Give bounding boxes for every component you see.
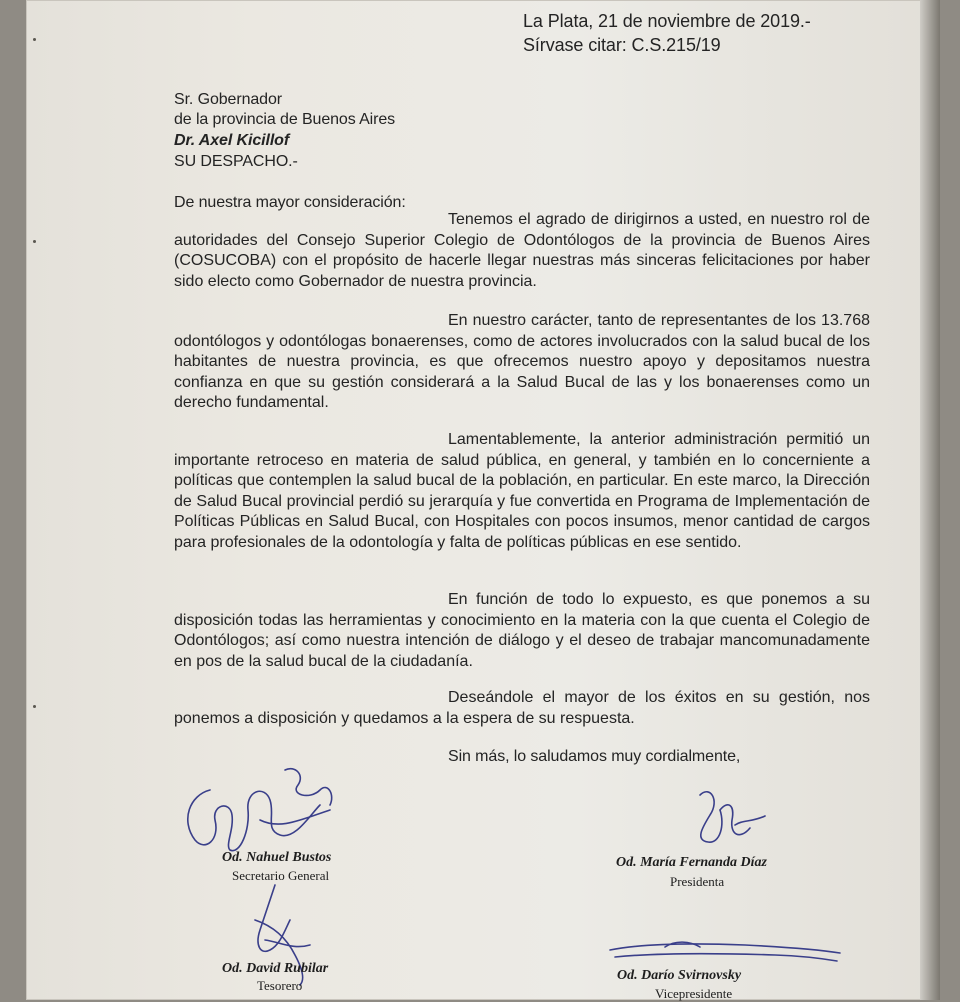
- recipient-title: Sr. Gobernador: [174, 91, 282, 108]
- signatory-role: Tesorero: [257, 978, 303, 993]
- signature-diaz: [680, 780, 770, 860]
- paragraph-previous-administration: Lamentablemente, la anterior administración permitió un importante retroceso en materia de salud pública, en general, y también en lo concerniente a políticas que contemplen la salud bucal de la población, en particular. En este marco, la Dirección de Salud Bucal provincial perdió su jerarquía y fue convertida en Programa de Implementación de Políticas Públicas en Salud Bucal, con Hospitales con pocos insumos, menor cantidad de cargos para profesionales de la odontología y falta de políticas públicas en ese sentido.: [174, 431, 870, 551]
- recipient-name: Dr. Axel Kicillof: [174, 132, 290, 149]
- closing-line: Sin más, lo saludamos muy cordialmente,: [448, 748, 741, 765]
- page-edge-shadow: [920, 0, 940, 1000]
- signatory-name: Od. David Rubilar: [222, 961, 329, 976]
- paragraph-representation: En nuestro carácter, tanto de representantes de los 13.768 odontólogos y odontólogas bonaerenses, como de actores involucrados con la salud bucal de los habitantes de nuestra provincia, es que ofrecemos nuestro apoyo y depositamos nuestra confianza en que su gestión considerará a la Salud Bucal de las y los bonaerenses como un derecho fundamental.: [174, 312, 870, 411]
- reference-number: Sírvase citar: C.S.215/19: [523, 35, 721, 55]
- paragraph-congratulations: Tenemos el agrado de dirigirnos a usted, en nuestro rol de autoridades del Consejo Superior Colegio de Odontólogos de la provincia de Buenos Aires (COSUCOBA) con el propósito de hacerle llegar nuestras más sinceras felicitaciones por haber sido electo como Gobernador de nuestra provincia.: [174, 211, 870, 290]
- recipient-province: de la provincia de Buenos Aires: [174, 111, 396, 128]
- recipient-office: SU DESPACHO.-: [174, 153, 298, 170]
- paragraph-wishes: Deseándole el mayor de los éxitos en su gestión, nos ponemos a disposición y quedamos a la espera de su respuesta.: [174, 689, 870, 727]
- signatory-role: Presidenta: [670, 874, 725, 889]
- signatory-name: Od. Darío Svirnovsky: [617, 968, 742, 983]
- signatory-name: Od. Nahuel Bustos: [222, 850, 332, 865]
- signatory-name: Od. María Fernanda Díaz: [616, 855, 767, 870]
- binder-hole-mark: [33, 705, 36, 708]
- signatory-role: Secretario General: [232, 868, 330, 883]
- signatory-role: Vicepresidente: [655, 986, 733, 1001]
- paragraph-offer: En función de todo lo expuesto, es que ponemos a su disposición todas las herramientas y conocimiento en la materia con la que cuenta el Colegio de Odontólogos; así como nuestra intención de diálogo y el deseo de trabajar mancomunadamente en pos de la salud bucal de la ciudadanía.: [174, 591, 870, 670]
- binder-hole-mark: [33, 240, 36, 243]
- place-date: La Plata, 21 de noviembre de 2019.-: [523, 11, 811, 31]
- binder-hole-mark: [33, 38, 36, 41]
- salutation: De nuestra mayor consideración:: [174, 194, 406, 211]
